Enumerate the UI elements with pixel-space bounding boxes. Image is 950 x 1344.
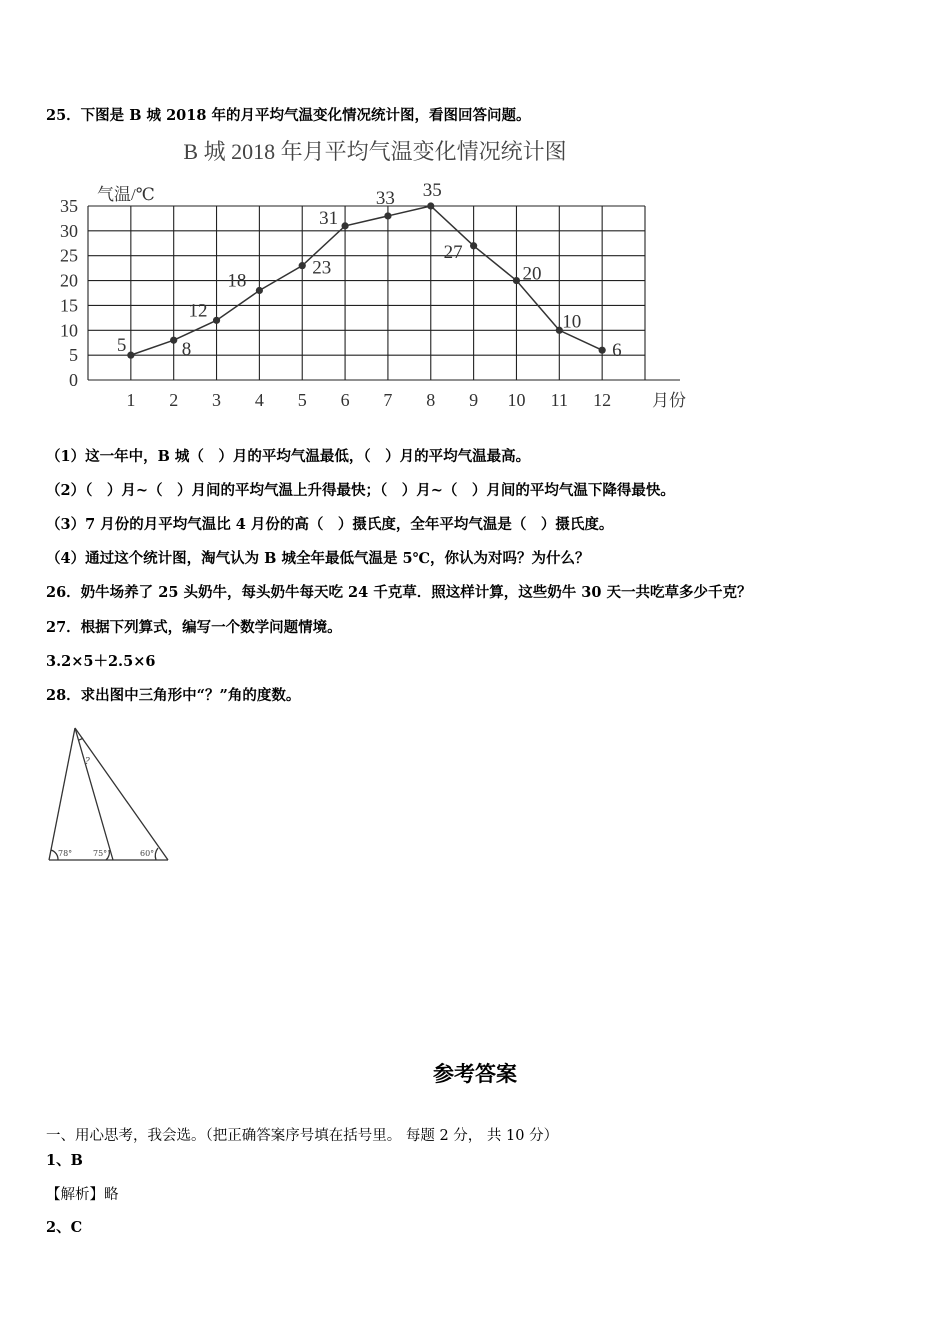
answer-1: 1、B — [46, 1152, 83, 1169]
data-label: 18 — [227, 270, 247, 292]
q25-sub2: （2）（ ）月~（ ）月间的平均气温上升得最快；（ ）月~（ ）月间的平均气温下降得最快。 — [46, 482, 675, 499]
y-tick-label: 15 — [60, 295, 78, 316]
angle-78-label: 78° — [58, 849, 73, 858]
angle-60-label: 60° — [140, 849, 155, 858]
q28-text: 28．求出图中三角形中“？”角的度数。 — [46, 687, 301, 704]
x-tick-label: 6 — [340, 390, 350, 410]
chart-x-label: 月份 — [652, 391, 686, 410]
data-point — [470, 242, 477, 249]
data-point — [170, 337, 177, 344]
q25-sub1: （1）这一年中，B 城（ ）月的平均气温最低，（ ）月的平均气温最高。 — [46, 448, 531, 465]
data-point — [299, 262, 306, 269]
data-point — [213, 317, 220, 324]
q25-sub3: （3）7 月份的月平均气温比 4 月份的高（ ）摄氏度，全年平均气温是（ ）摄氏度。 — [46, 516, 614, 533]
answers-section-1: 一、用心思考，我会选。（把正确答案序号填在括号里。 每题 2 分， 共 10 分） — [46, 1128, 559, 1144]
q26-text: 26．奶牛场养了 25 头奶牛，每头奶牛每天吃 24 千克草．照这样计算，这些奶牛 30 天一共吃草多少千克？ — [46, 584, 752, 601]
data-point — [127, 352, 134, 359]
data-label: 10 — [562, 311, 582, 333]
triangle-figure — [40, 722, 180, 867]
data-label: 27 — [443, 241, 463, 263]
q27-formula: 3.2×5＋2.5×6 — [46, 653, 156, 670]
q25-title: 25．下图是 B 城 2018 年的月平均气温变化情况统计图，看图回答问题。 — [46, 107, 531, 124]
x-tick-label: 8 — [426, 390, 436, 410]
chart-x-ticks — [126, 390, 611, 410]
chart-grid — [88, 206, 680, 380]
q25-sub4: （4）通过这个统计图，淘气认为 B 城全年最低气温是 5℃，你认为对吗？为什么？ — [46, 550, 590, 567]
data-label: 35 — [422, 180, 442, 201]
y-tick-label: 5 — [69, 345, 78, 366]
data-label: 12 — [188, 300, 208, 322]
x-tick-label: 9 — [469, 390, 479, 410]
x-tick-label: 4 — [254, 390, 264, 410]
chart-y-ticks — [60, 196, 78, 390]
unknown-angle-label: ? — [85, 757, 90, 767]
angle-75-label: 75° — [93, 849, 108, 858]
x-tick-label: 11 — [550, 390, 568, 410]
answer-1-note: 【解析】略 — [46, 1187, 119, 1203]
y-tick-label: 35 — [60, 196, 78, 216]
data-point — [256, 287, 263, 294]
y-tick-label: 20 — [60, 270, 78, 291]
answers-title: 参考答案 — [433, 1062, 517, 1086]
data-label: 33 — [375, 187, 395, 209]
data-point — [427, 202, 434, 209]
data-label: 20 — [522, 263, 542, 285]
temperature-line-chart — [40, 130, 720, 415]
data-label: 31 — [319, 207, 339, 229]
y-tick-label: 0 — [69, 370, 78, 390]
data-point — [513, 277, 520, 284]
chart-data-labels — [117, 180, 622, 361]
data-label: 23 — [312, 257, 332, 279]
q27-text: 27．根据下列算式，编写一个数学问题情境。 — [46, 619, 342, 636]
y-tick-label: 10 — [60, 320, 78, 341]
chart-title: B 城 2018 年月平均气温变化情况统计图 — [183, 139, 567, 164]
y-tick-label: 25 — [60, 245, 78, 266]
answer-2: 2、C — [46, 1219, 83, 1236]
x-tick-label: 1 — [126, 390, 136, 410]
data-label: 8 — [181, 339, 192, 361]
x-tick-label: 12 — [593, 390, 612, 410]
x-tick-label: 10 — [507, 390, 526, 410]
y-tick-label: 30 — [60, 220, 78, 241]
data-point — [599, 347, 606, 354]
data-point — [384, 212, 391, 219]
x-tick-label: 5 — [297, 390, 307, 410]
x-tick-label: 7 — [383, 390, 393, 410]
x-tick-label: 2 — [169, 390, 179, 410]
x-tick-label: 3 — [212, 390, 222, 410]
data-label: 6 — [612, 340, 622, 362]
data-label: 5 — [116, 335, 127, 357]
data-point — [341, 222, 348, 229]
chart-y-label: 气温/℃ — [97, 185, 155, 204]
